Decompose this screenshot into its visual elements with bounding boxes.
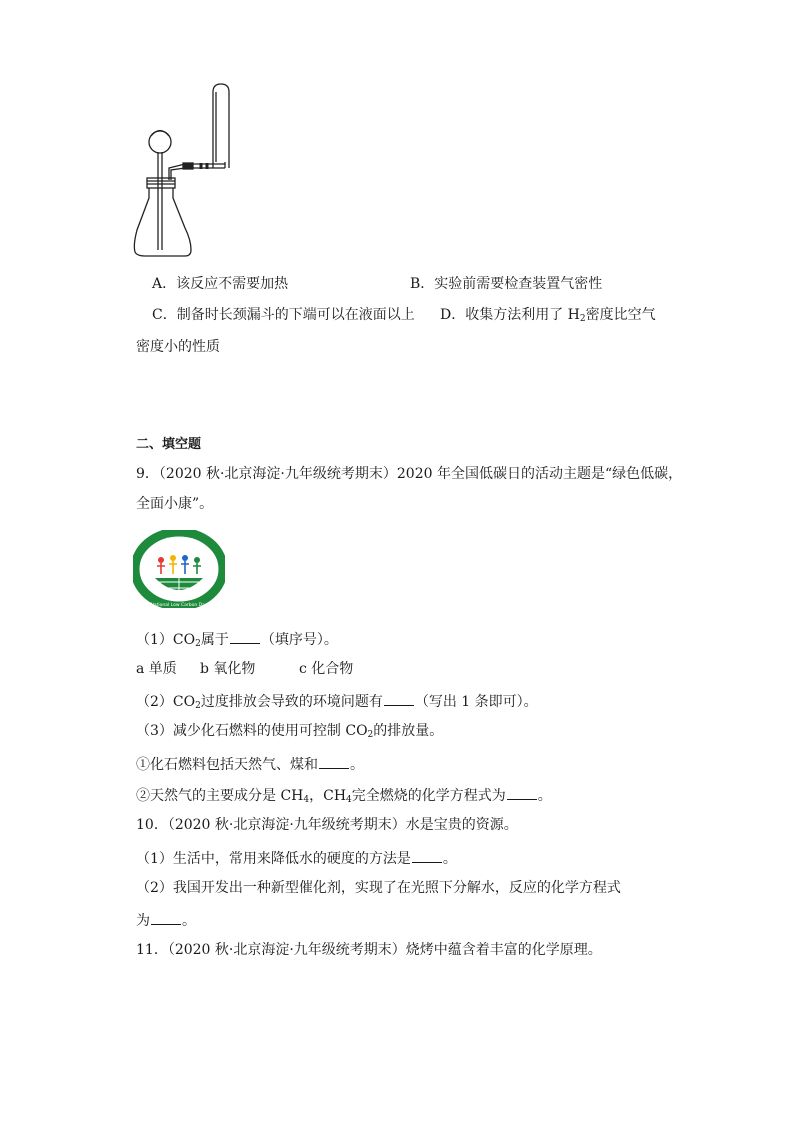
q9-line2: 全面小康”。 xyxy=(136,496,214,512)
q9-part2-sub: 2 xyxy=(195,701,201,711)
q10-part2: （2）我国开发出一种新型催化剂，实现了在光照下分解水，反应的化学方程式 xyxy=(136,880,621,896)
q9-sub1-prefix: ①化石燃料包括天然气、煤和 xyxy=(136,757,318,773)
answer-blank[interactable] xyxy=(319,756,349,769)
answer-blank[interactable] xyxy=(384,693,414,706)
q10-line1: 10．（2020 秋·北京海淀·九年级统考期末）水是宝贵的资源。 xyxy=(136,817,518,833)
option-d-sub: 2 xyxy=(579,314,586,324)
q9-sub1-suffix: 。 xyxy=(350,757,364,773)
option-d-suffix: 密度比空气 xyxy=(585,307,656,323)
q9-part3-prefix: （3）减少化石燃料的使用可控制 CO xyxy=(136,723,368,739)
q10-part2-continued xyxy=(136,912,196,928)
answer-blank[interactable] xyxy=(151,912,181,925)
q9-line1: 9．（2020 秋·北京海淀·九年级统考期末）2020 年全国低碳日的活动主题是“绿色低碳， xyxy=(136,466,683,482)
q9-sub2-sub1: 4 xyxy=(303,795,310,805)
q9-part1-mid: 属于 xyxy=(200,632,229,648)
q9-part3 xyxy=(136,724,443,738)
answer-blank[interactable] xyxy=(412,850,442,863)
q9-sub2-sub2: 4 xyxy=(346,795,352,805)
gas-generation-apparatus-figure xyxy=(125,80,255,265)
q9-part2-suffix: （写出 1 条即可）。 xyxy=(414,694,538,710)
q10-part1-suffix: 。 xyxy=(442,851,457,867)
q9-choice-a: a 单质 xyxy=(136,661,177,677)
q9-sub1 xyxy=(136,756,364,772)
q9-part3-suffix: 的排放量。 xyxy=(373,723,444,739)
q9-sub2 xyxy=(136,787,552,803)
q9-part2-mid: 过度排放会导致的环境问题有 xyxy=(200,694,383,710)
option-a: A．该反应不需要加热 xyxy=(152,276,289,292)
q9-sub2-prefix: ②天然气的主要成分是 CH xyxy=(136,788,304,804)
answer-blank[interactable] xyxy=(230,631,260,644)
q10-part2-cont-prefix: 为 xyxy=(136,913,150,929)
option-b: B．实验前需要检查装置气密性 xyxy=(410,276,603,292)
q9-sub2-mid2: 完全燃烧的化学方程式为 xyxy=(351,788,506,804)
q9-part1-sub: 2 xyxy=(195,639,201,649)
answer-blank[interactable] xyxy=(507,787,537,800)
logo-ring-text: National Low Carbon Day xyxy=(150,603,208,608)
option-d-continued: 密度小的性质 xyxy=(136,339,220,355)
q10-part1 xyxy=(136,850,457,866)
q10-part1-prefix: （1）生活中，常用来降低水的硬度的方法是 xyxy=(136,851,411,867)
q9-choice-b: b 氧化物 xyxy=(200,661,256,677)
option-d xyxy=(440,308,656,322)
q9-choice-c: c 化合物 xyxy=(299,661,354,677)
q9-part2-prefix: （2）CO xyxy=(136,694,196,710)
q9-part2 xyxy=(136,693,538,709)
q9-part1-prefix: （1）CO xyxy=(136,632,196,648)
section-heading: 二、填空题 xyxy=(136,437,202,452)
logo-top-text: 全国低碳日 xyxy=(163,538,195,545)
q10-part2-cont-suffix: 。 xyxy=(182,913,196,929)
q11-line1: 11．（2020 秋·北京海淀·九年级统考期末）烧烤中蕴含着丰富的化学原理。 xyxy=(136,942,602,958)
q9-part1-suffix: （填序号）。 xyxy=(260,632,338,648)
option-c: C．制备时长颈漏斗的下端可以在液面以上 xyxy=(152,307,415,323)
q9-part1 xyxy=(136,631,338,647)
low-carbon-day-logo xyxy=(133,530,225,608)
option-d-prefix: D．收集方法利用了 H xyxy=(440,307,580,323)
q9-sub2-suffix: 。 xyxy=(537,788,552,804)
q9-part3-sub: 2 xyxy=(367,730,374,740)
q9-sub2-mid: ，CH xyxy=(309,788,347,804)
